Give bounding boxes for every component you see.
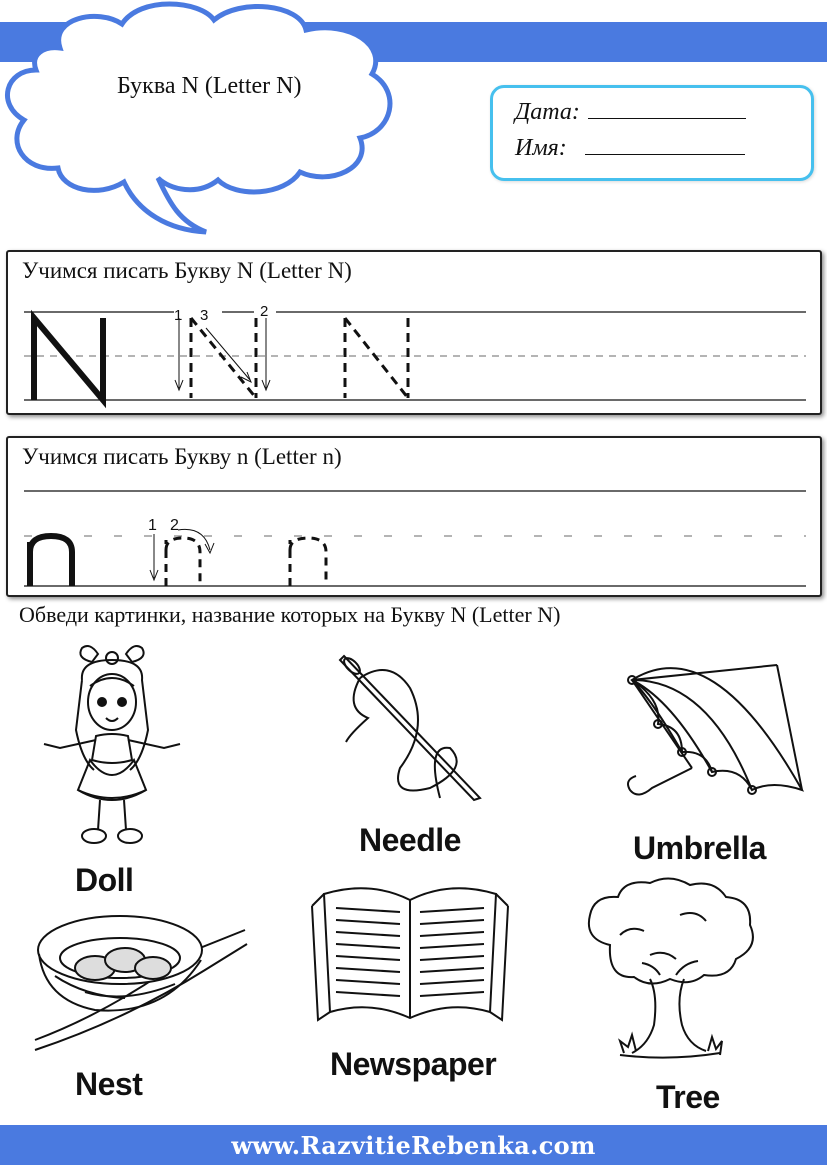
name-label: Имя: [515,135,567,161]
label-needle: Needle [359,822,461,858]
footer-banner [0,1125,827,1165]
label-nest: Nest [75,1066,143,1102]
uppercase-practice-label: Учимся писать Букву N (Letter N) [22,258,352,283]
name-date-box [490,85,814,181]
label-tree: Tree [656,1079,720,1115]
dashed-letter-n-upper [345,318,408,398]
dashed-letter-n-lower [290,538,326,586]
label-newspaper: Newspaper [330,1046,497,1082]
stroke-number-3: 3 [200,307,209,324]
name-row [515,134,745,162]
nest-icon[interactable] [25,900,255,1060]
name-field[interactable] [585,134,745,155]
lowercase-practice [6,436,822,597]
newspaper-icon[interactable] [310,880,510,1030]
needle-icon[interactable] [330,648,500,818]
stroke-number-2-lower: 2 [170,517,179,534]
date-row [515,98,746,126]
umbrella-icon[interactable] [612,640,812,830]
stroke-number-1: 1 [174,307,183,324]
label-doll: Doll [75,862,134,898]
model-letter-n-upper [34,318,103,400]
traced-letter-n-upper [175,318,270,398]
date-field[interactable] [588,98,746,119]
traced-letter-n-lower [150,529,214,586]
model-letter-n-lower [30,536,72,586]
lowercase-practice-label: Учимся писать Букву n (Letter n) [22,444,342,469]
tree-icon[interactable] [580,875,760,1075]
doll-icon[interactable] [30,640,200,860]
stroke-number-1-lower: 1 [148,517,157,534]
instruction-text: Обведи картинки, название которых на Букву N (Letter N) [19,602,561,627]
stroke-number-2: 2 [260,303,269,320]
footer-url[interactable]: www.RazvitieRebenka.com [231,1130,596,1160]
date-label: Дата: [515,99,580,125]
label-umbrella: Umbrella [633,830,766,866]
page-title: Буква N (Letter N) [117,73,302,99]
speech-cloud [0,0,420,240]
uppercase-practice [6,250,822,415]
